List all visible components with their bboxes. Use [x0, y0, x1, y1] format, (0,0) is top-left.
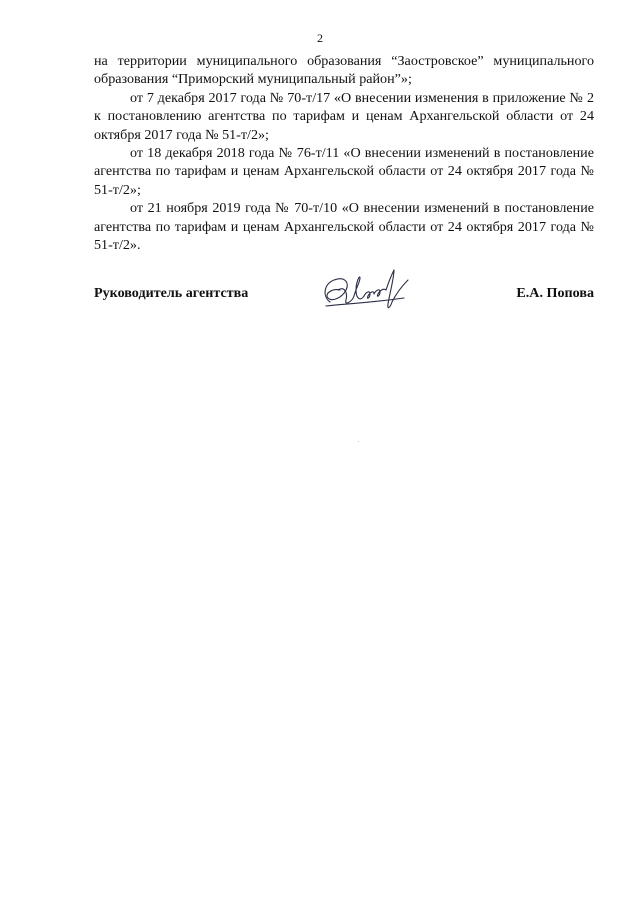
signatory-title: Руководитель агентства — [94, 285, 249, 301]
paragraph-resolution-2018-12-18: от 18 декабря 2018 года № 76-т/11 «О внесении изменений в постановление агентства по тарифам и ценам Архангельской области от 24 октября 2017 года № 51-т/2»; — [94, 145, 594, 198]
page-number: 2 — [317, 31, 323, 45]
paragraph-resolution-2017-12-07: от 7 декабря 2017 года № 70-т/17 «О внесении изменения в приложение № 2 к постановлению агентства по тарифам и ценам Архангельской области от 24 октября 2017 года № 51-т/2»; — [94, 89, 594, 143]
scan-speck — [358, 441, 359, 442]
signatory-name: Е.А. Попова — [516, 285, 594, 301]
document-body — [94, 52, 594, 254]
paragraph-continuation: на территории муниципального образования “Заостровское” муниципального образования “Приморский муниципальный район”»; — [94, 53, 594, 88]
handwritten-signature-icon — [316, 262, 412, 314]
paragraph-resolution-2019-11-21: от 21 ноября 2019 года № 70-т/10 «О внесении изменений в постановление агентства по тарифам и ценам Архангельской области от 24 октября 2017 года № 51-т/2». — [94, 200, 594, 254]
